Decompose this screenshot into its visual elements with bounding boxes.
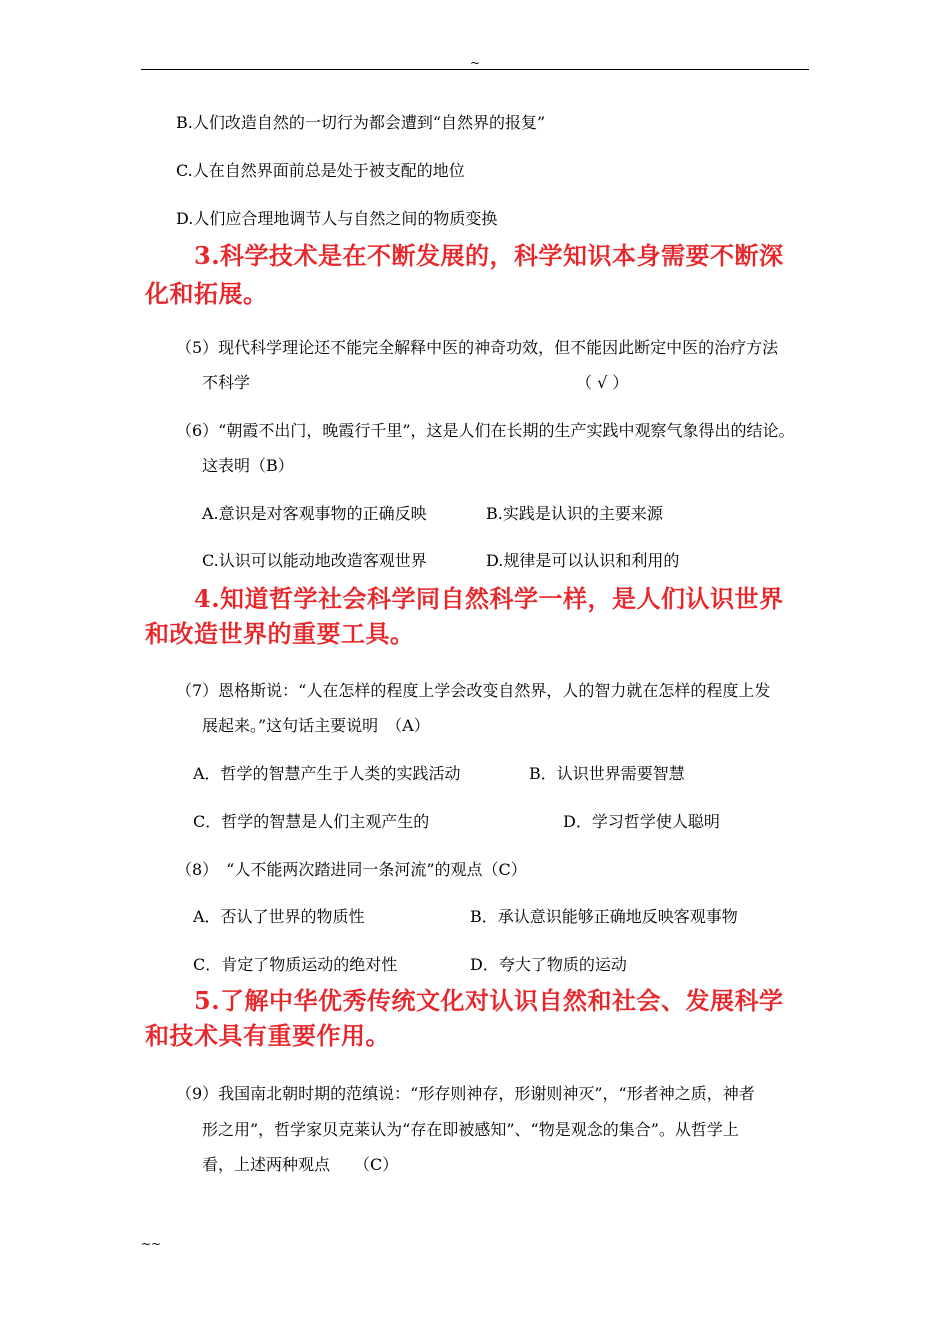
question-5-line1: （5）现代科学理论还不能完全解释中医的神奇功效，但不能因此断定中医的治疗方法 xyxy=(176,338,779,357)
option-c: C.人在自然界面前总是处于被支配的地位 xyxy=(176,161,465,180)
question-7-option-c: C．哲学的智慧是人们主观产生的 xyxy=(193,812,430,831)
question-9-line2: 形之用”，哲学家贝克莱认为“存在即被感知”、“物是观念的集合”。从哲学上 xyxy=(202,1120,739,1139)
question-6-option-b: B.实践是认识的主要来源 xyxy=(486,504,663,523)
section-heading-5-line2: 和技术具有重要作用。 xyxy=(145,1021,390,1050)
question-8-line1: （8） “人不能两次踏进同一条河流”的观点（C） xyxy=(176,860,527,879)
header-rule xyxy=(141,69,809,70)
section-heading-5-line1: 5.了解中华优秀传统文化对认识自然和社会、发展科学 xyxy=(194,986,784,1015)
question-6-option-c: C.认识可以能动地改造客观世界 xyxy=(202,551,427,570)
question-7-option-d: D．学习哲学使人聪明 xyxy=(563,812,720,831)
question-6-line2: 这表明（B） xyxy=(202,456,294,475)
question-5-line2: 不科学 xyxy=(202,373,251,392)
section-heading-4-line2: 和改造世界的重要工具。 xyxy=(145,619,415,648)
question-7-line1: （7）恩格斯说：“人在怎样的程度上学会改变自然界，人的智力就在怎样的程度上发 xyxy=(176,681,771,700)
option-d: D.人们应合理地调节人与自然之间的物质变换 xyxy=(176,209,498,228)
question-9-line1: （9）我国南北朝时期的范缜说：“形存则神存，形谢则神灭”，“形者神之质，神者 xyxy=(176,1084,755,1103)
question-8-option-a: A．否认了世界的物质性 xyxy=(193,907,365,926)
question-5-answer: （ √ ） xyxy=(576,373,629,392)
question-8-option-c: C．肯定了物质运动的绝对性 xyxy=(193,955,398,974)
question-6-option-a: A.意识是对客观事物的正确反映 xyxy=(202,504,427,523)
option-b: B.人们改造自然的一切行为都会遭到“自然界的报复” xyxy=(176,113,546,132)
question-8-option-d: D．夸大了物质的运动 xyxy=(470,955,627,974)
question-7-option-b: B．认识世界需要智慧 xyxy=(529,764,685,783)
question-9-line3: 看，上述两种观点 （C） xyxy=(202,1155,399,1174)
question-7-option-a: A．哲学的智慧产生于人类的实践活动 xyxy=(193,764,461,783)
section-heading-4-line1: 4.知道哲学社会科学同自然科学一样，是人们认识世界 xyxy=(194,584,784,613)
question-8-option-b: B．承认意识能够正确地反映客观事物 xyxy=(470,907,738,926)
header-mark: ~ xyxy=(470,56,481,70)
section-heading-3-line1: 3.科学技术是在不断发展的，科学知识本身需要不断深 xyxy=(194,241,784,270)
question-6-option-d: D.规律是可以认识和利用的 xyxy=(486,551,680,570)
question-7-line2: 展起来。”这句话主要说明 （A） xyxy=(202,716,430,735)
footer-mark: ~~ xyxy=(141,1237,162,1251)
section-heading-3-line2: 化和拓展。 xyxy=(145,279,268,308)
question-6-line1: （6）“朝霞不出门，晚霞行千里”，这是人们在长期的生产实践中观察气象得出的结论。 xyxy=(176,421,795,440)
